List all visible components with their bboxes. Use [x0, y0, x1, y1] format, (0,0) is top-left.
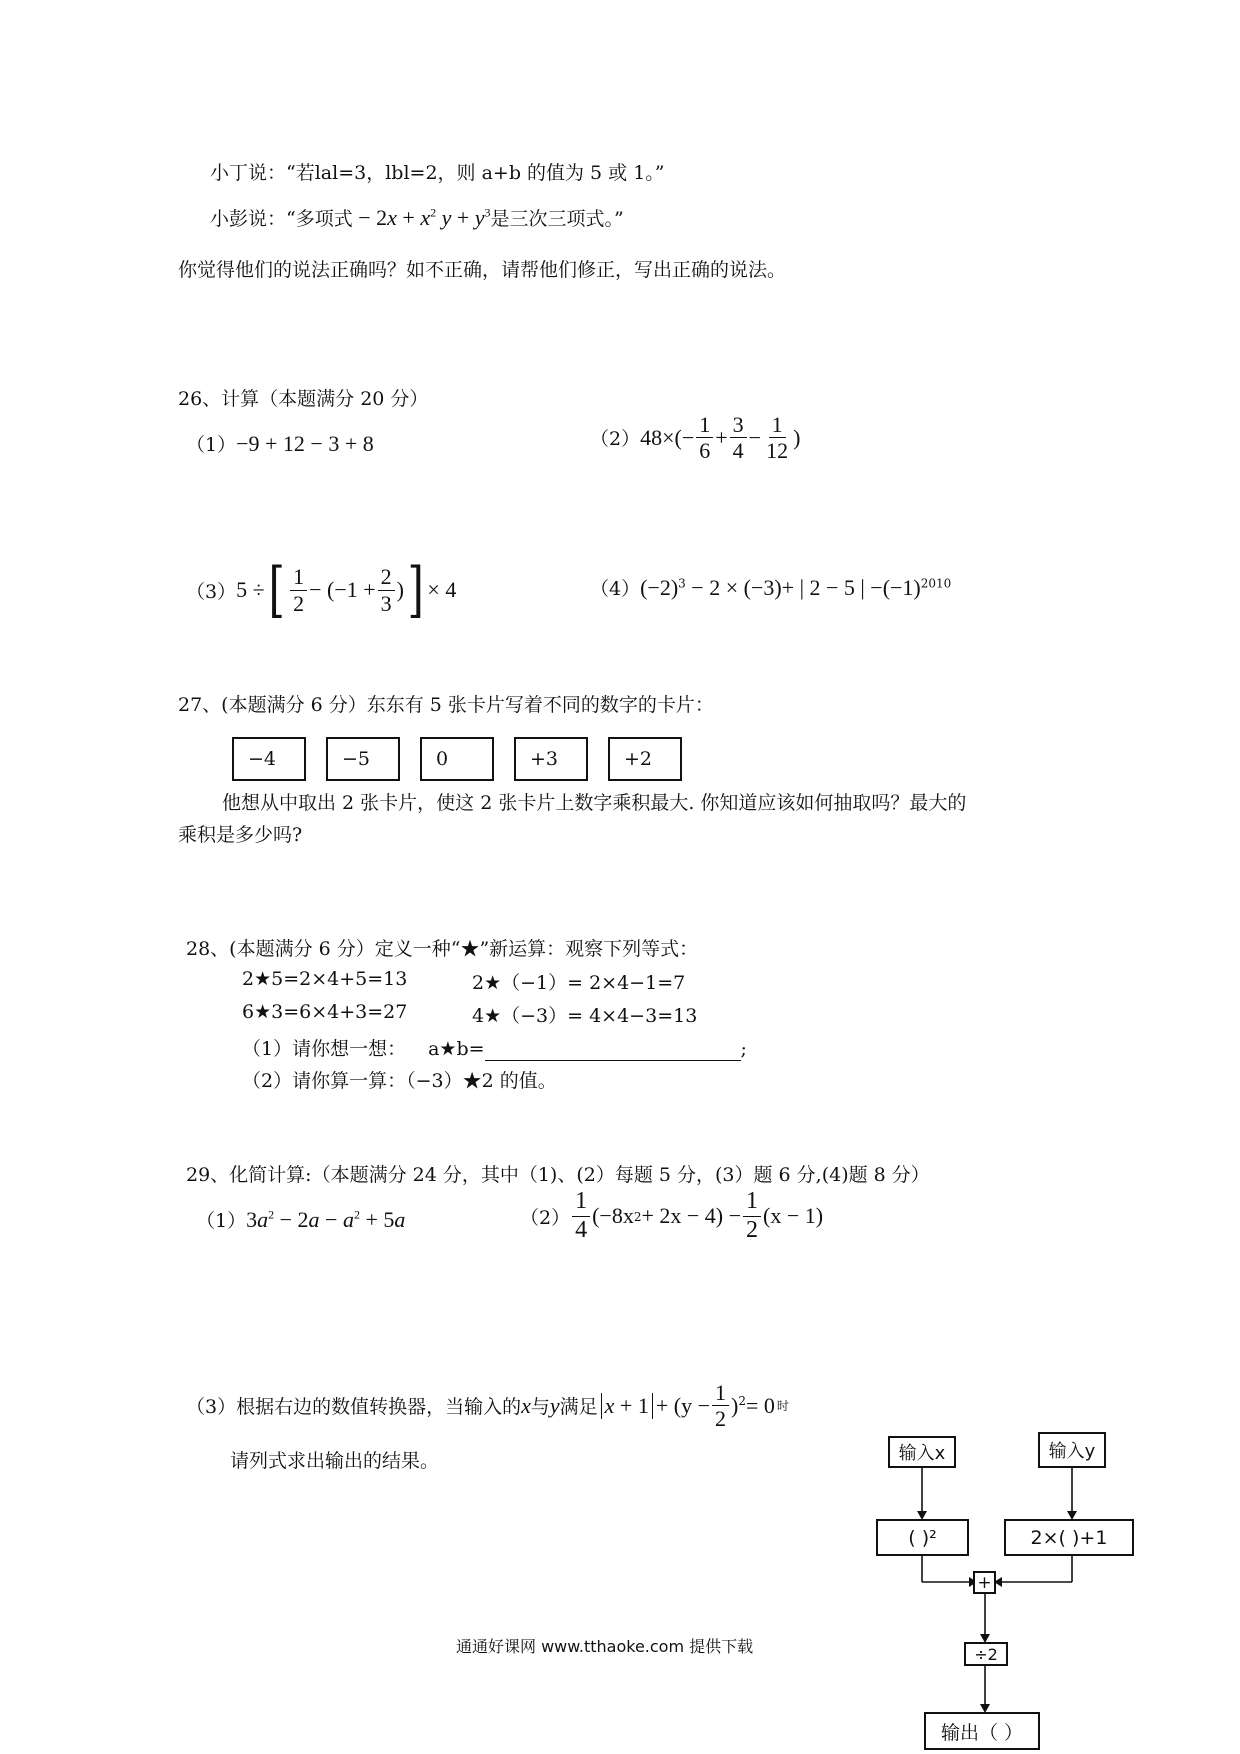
- q27-text-line2: 乘积是多少吗?: [178, 824, 303, 846]
- q27-text-line1: 他想从中取出 2 张卡片，使这 2 张卡片上数字乘积最大. 你知道应该如何抽取吗？最大的: [222, 792, 967, 814]
- plus-node: +: [973, 1571, 996, 1594]
- input-x-box: 输入x: [888, 1436, 956, 1468]
- input-y-box: 输入y: [1038, 1432, 1106, 1468]
- number-card: +2: [608, 737, 682, 781]
- q29-part1: $(1)3a^2 - 2a - a^2 + 5a$: [196, 1207, 406, 1232]
- q29-part3: （3）根据右边的数值转换器，当输入的 x 与 y 满足 x + 1 + (y − $\frac{1}{2}$ ) $^2$ = 0 时: [186, 1380, 789, 1432]
- q29-title: 29、化简计算:（本题满分 24 分，其中（1)、(2）每题 5 分，(3）题 6 分,(4)题 8 分）: [186, 1164, 930, 1186]
- q26-title: 26、计算（本题满分 20 分）: [178, 388, 429, 410]
- q26-part1: （1）−9 + 12 − 3 + 8: [186, 431, 374, 456]
- polynomial-expr: − $2x + x^2$ $y + y^3$: [352, 205, 491, 230]
- number-card: −5: [326, 737, 400, 781]
- q26-part2: （2） 48×(− $\frac{1}{6}$ + $\frac{3}{4}$ − $\frac{1}{12}$ ): [590, 412, 801, 464]
- q28-eq3: 6★3=6×4+3=27: [242, 1001, 408, 1023]
- q28-eq1: 2★5=2×4+5=13: [242, 968, 408, 990]
- statement-xiaopeng: 小彭说：“多项式 − $2x + x^2$ $y + y^3$是三次三项式。”: [210, 205, 624, 230]
- q28-sub2: （2）请你算一算：（−3）★2 的值。: [242, 1070, 557, 1092]
- q26-part3: （3） 5 ÷ [ $\frac{1}{2}$ − (−1 + $\frac{2}{3}$ ) ] × 4: [186, 555, 457, 625]
- number-card: −4: [232, 737, 306, 781]
- footer-source: 通通好课网 www.tthaoke.com 提供下载: [456, 1637, 754, 1656]
- q26-part4: $(4)(-2)^3 - 2 \times (-3)+$ | 2 − 5 | $-(-1)^{2010}$: [590, 575, 952, 600]
- q29-part2: （2） $\frac{1}{4}$ (−8x 2 + 2x − 4) − $\frac{1}{2}$ (x − 1): [520, 1188, 824, 1243]
- linear-operation-box: 2×( )+1: [1004, 1519, 1134, 1556]
- divide-by-two-box: ÷2: [964, 1642, 1008, 1666]
- statement-question: 你觉得他们的说法正确吗？如不正确，请帮他们修正，写出正确的说法。: [178, 259, 787, 281]
- output-box: 输出（ ）: [924, 1712, 1040, 1750]
- q27-title: 27、(本题满分 6 分）东东有 5 张卡片写着不同的数字的卡片：: [178, 694, 714, 716]
- q28-title: 28、(本题满分 6 分）定义一种“★”新运算：观察下列等式：: [186, 938, 699, 960]
- number-card: +3: [514, 737, 588, 781]
- q29-part3-line2: 请列式求出输出的结果。: [230, 1450, 440, 1472]
- q28-sub1: （1）请你想一想： a★b= ;: [242, 1038, 747, 1060]
- q28-eq4: 4★（−3）= 4×4−3=13: [472, 1005, 698, 1027]
- statement-xiaoding: 小丁说：“若lal=3，lbl=2，则 a+b 的值为 5 或 1。”: [210, 162, 665, 184]
- square-operation-box: ( )²: [876, 1519, 969, 1556]
- q28-eq2: 2★（−1）= 2×4−1=7: [472, 972, 686, 994]
- number-card: 0: [420, 737, 494, 781]
